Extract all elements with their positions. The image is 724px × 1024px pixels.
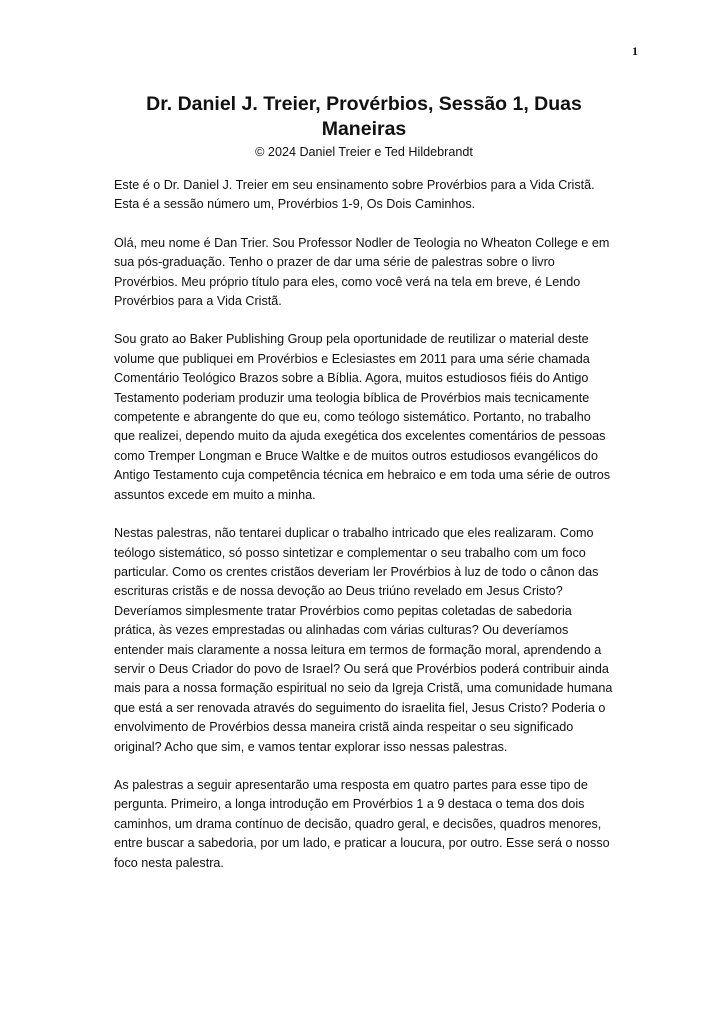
paragraph-acknowledgement: Sou grato ao Baker Publishing Group pela oportunidade de reutilizar o material deste volume que publiquei em Provérbios e Eclesiastes em 2011 para uma série chamada Comentário Teológico Brazos sobre a Bíblia. Agora, muitos estudiosos fiéis do Antigo Testamento poderiam produzir uma teologia bíblica de Provérbios mais tecnicamente competente e abrangente do que eu, como teólogo sistemático. Portanto, no trabalho que realizei, dependo muito da ajuda exegética dos excelentes comentários de pessoas como Tremper Longman e Bruce Waltke e de muitos outros estudiosos evangélicos do Antigo Testamento cuja competência técnica em hebraico e em toda uma série de outros assuntos excede em muito a minha.	[114, 332, 611, 502]
paragraph-outline: As palestras a seguir apresentarão uma resposta em quatro partes para esse tipo de pergunta. Primeiro, a longa introdução em Provérbios 1 a 9 destaca o tema dos dois caminhos, um drama contínuo de decisão, quadro geral, e decisões, quadros menores, entre buscar a sabedoria, por um lado, e praticar a loucura, por outro. Esse será o nosso foco nesta palestra.	[114, 777, 610, 870]
paragraph-questions: Nestas palestras, não tentarei duplicar o trabalho intricado que eles realizaram. Como teólogo sistemático, só posso sintetizar e complementar o seu trabalho com um foco particular. Como os crentes cristãos deveriam ler Provérbios à luz de todo o cânon das escrituras cristãs e de nossa devoção ao Deus triúno revelado em Jesus Cristo? Deveríamos simplesmente tratar Provérbios como pepitas coletadas de sabedoria prática, às vezes emprestadas ou alinhadas com várias culturas? Ou deveríamos entender mais claramente a nossa leitura em termos de formação moral, aprendendo a servir o Deus Criador do povo de Israel? Ou será que Provérbios poderá contribuir ainda mais para a nossa formação espiritual no seio da Igreja Cristã, uma comunidade humana que está a ser renovada através do seguimento do israelita fiel, Jesus Cristo? Poderia o envolvimento de Provérbios dessa maneira cristã ainda respeitar o seu significado original? Acho que sim, e vamos tentar explorar isso nessas palestras.	[114, 526, 613, 754]
paragraph-greeting: Olá, meu nome é Dan Trier. Sou Professor Nodler de Teologia no Wheaton College e em sua pós-graduação. Tenho o prazer de dar uma série de palestras sobre o livro Provérbios. Meu próprio título para eles, como você verá na tela em breve, é Lendo Provérbios para a Vida Cristã.	[114, 235, 610, 309]
paragraph-intro: Este é o Dr. Daniel J. Treier em seu ensinamento sobre Provérbios para a Vida Cristã. Esta é a sessão número um, Provérbios 1-9, Os Dois Caminhos.	[114, 178, 595, 212]
document-body	[114, 92, 614, 873]
page-number: 1	[632, 44, 638, 58]
document-title: Dr. Daniel J. Treier, Provérbios, Sessão 1, Duas Maneiras	[146, 93, 582, 140]
copyright-line: © 2024 Daniel Treier e Ted Hildebrandt	[255, 145, 473, 159]
